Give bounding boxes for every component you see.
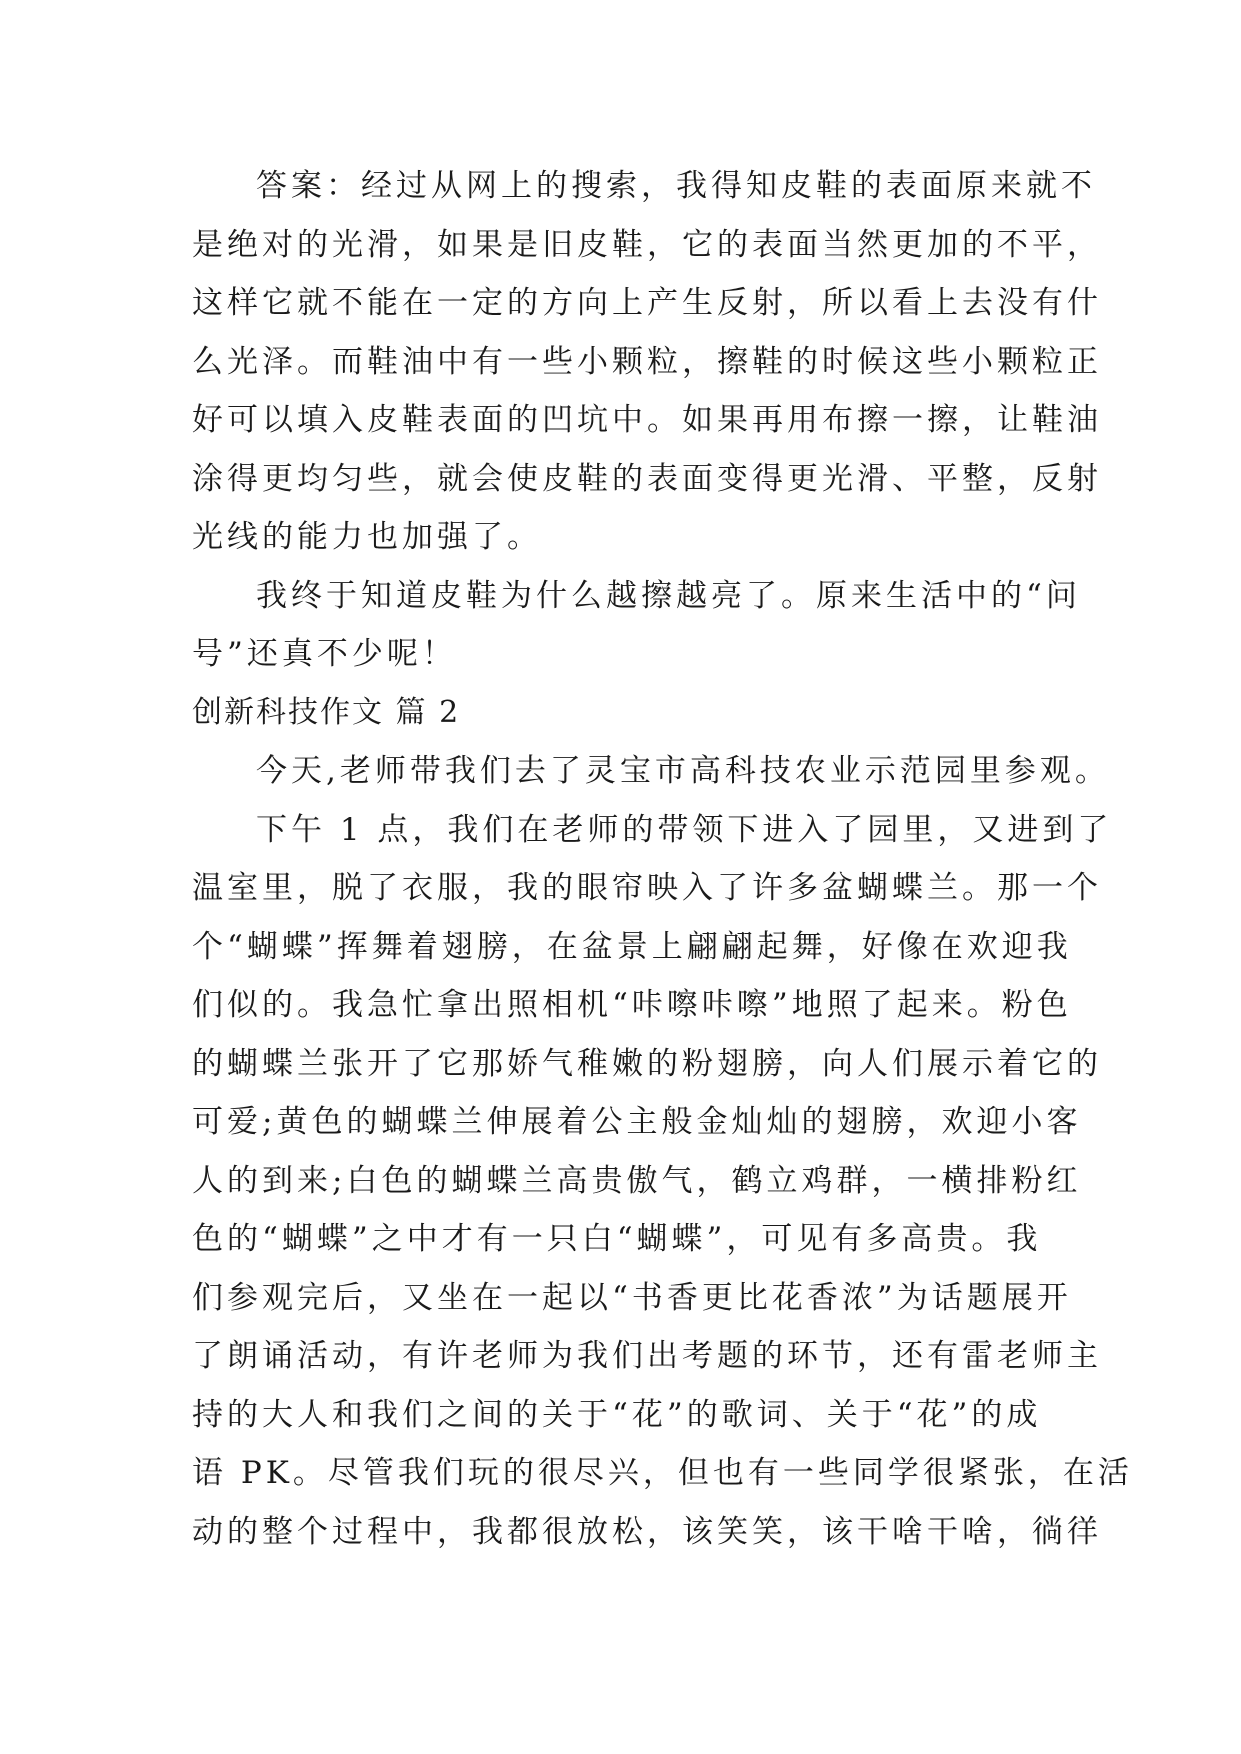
answer-paragraph (192, 157, 1102, 567)
text-line: 的蝴蝶兰张开了它那娇气稚嫩的粉翅膀，向人们展示着它的 (192, 1045, 1102, 1082)
text-line: 这样它就不能在一定的方向上产生反射，所以看上去没有什 (192, 285, 1102, 321)
document-body (192, 157, 1133, 1561)
text-line: 个“蝴蝶”挥舞着翅膀，在盆景上翩翩起舞，好像在欢迎我 (192, 928, 1072, 965)
text-line: 可爱;黄色的蝴蝶兰伸展着公主般金灿灿的翅膀，欢迎小客 (192, 1104, 1082, 1140)
text-line: 我终于知道皮鞋为什么越擦越亮了。原来生活中的“问 (256, 577, 1081, 614)
text-line: 么光泽。而鞋油中有一些小颗粒，擦鞋的时候这些小颗粒正 (192, 343, 1102, 380)
intro-paragraph (192, 742, 1110, 801)
text-line: 人的到来;白色的蝴蝶兰高贵傲气，鹤立鸡群，一横排粉红 (192, 1162, 1082, 1199)
conclusion-paragraph (192, 567, 1081, 684)
text-line: 了朗诵活动，有许老师为我们出考题的环节，还有雷老师主 (192, 1338, 1102, 1374)
text-line: 下午 1 点，我们在老师的带领下进入了园里，又进到了 (256, 811, 1113, 848)
text-line: 今天,老师带我们去了灵宝市高科技农业示范园里参观。 (256, 753, 1110, 789)
text-line: 温室里，脱了衣服，我的眼帘映入了许多盆蝴蝶兰。那一个 (192, 870, 1102, 906)
text-line: 语 PK。尽管我们玩的很尽兴，但也有一些同学很紧张，在活 (192, 1455, 1133, 1491)
text-line: 好可以填入皮鞋表面的凹坑中。如果再用布擦一擦，让鞋油 (192, 402, 1102, 438)
text-line: 光线的能力也加强了。 (192, 519, 542, 555)
heading-text: 创新科技作文 篇 2 (192, 694, 461, 730)
text-line: 们似的。我急忙拿出照相机“咔嚓咔嚓”地照了起来。粉色 (192, 987, 1072, 1023)
section-heading (192, 684, 1062, 743)
visit-paragraph (192, 801, 1133, 1562)
text-line: 答案：经过从网上的搜索，我得知皮鞋的表面原来就不 (256, 168, 1096, 204)
text-line: 持的大人和我们之间的关于“花”的歌词、关于“花”的成 (192, 1396, 1042, 1433)
text-line: 们参观完后，又坐在一起以“书香更比花香浓”为话题展开 (192, 1279, 1072, 1316)
text-line: 色的“蝴蝶”之中才有一只白“蝴蝶”，可见有多高贵。我 (192, 1221, 1042, 1257)
text-line: 涂得更均匀些，就会使皮鞋的表面变得更光滑、平整，反射 (192, 460, 1102, 497)
text-line: 动的整个过程中，我都很放松，该笑笑，该干啥干啥，徜徉 (192, 1513, 1102, 1550)
text-line: 号”还真不少呢！ (192, 636, 457, 672)
text-line: 是绝对的光滑，如果是旧皮鞋，它的表面当然更加的不平， (192, 226, 1102, 263)
